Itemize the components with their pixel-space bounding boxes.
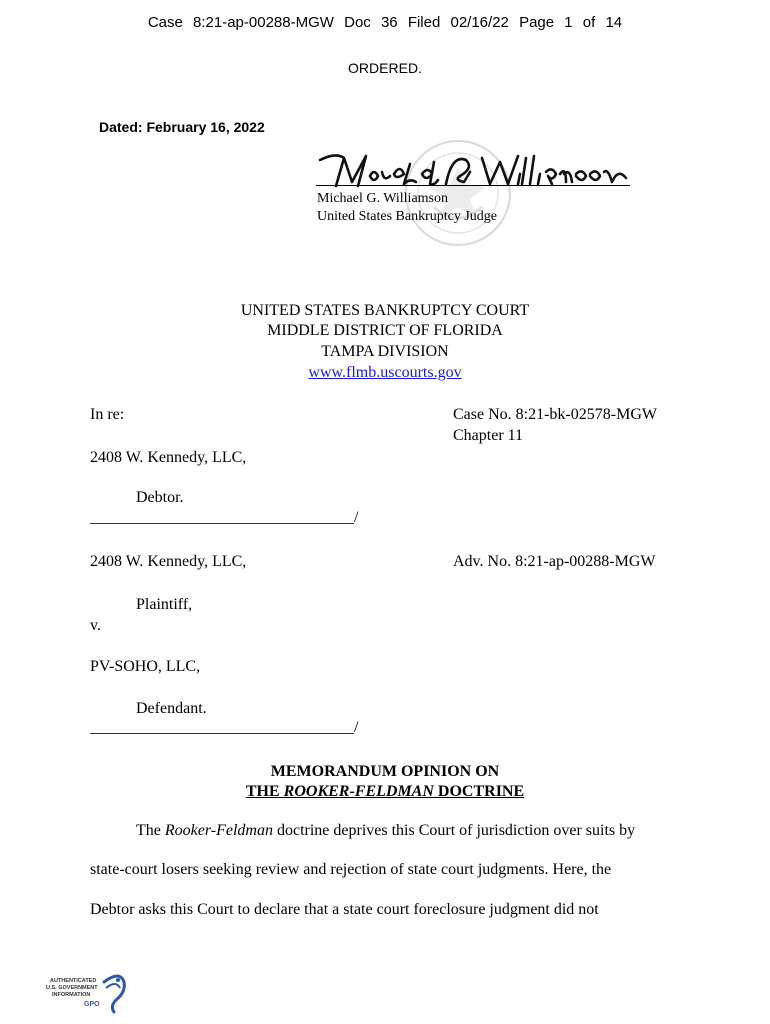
defendant-name: PV-SOHO, LLC,	[90, 658, 201, 675]
adversary-number: Adv. No. 8:21-ap-00288-MGW	[453, 553, 656, 570]
court-website-row	[0, 364, 770, 382]
signature-line	[316, 185, 630, 186]
opinion-title-line2	[0, 783, 770, 801]
page-header	[0, 14, 770, 31]
judge-name: Michael G. Williamson	[317, 191, 448, 206]
defendant-label: Defendant.	[136, 700, 207, 717]
plaintiff-label: Plaintiff,	[136, 596, 193, 613]
page-number: Page 1 of 14	[519, 14, 623, 31]
chapter: Chapter 11	[453, 427, 524, 444]
filed-date: Filed 02/16/22	[407, 14, 509, 31]
doc-number: Doc 36	[344, 14, 398, 31]
case-number: Case No. 8:21-bk-02578-MGW	[453, 406, 657, 423]
body-line-3: Debtor asks this Court to declare that a state court foreclosure judgment did not	[90, 901, 599, 918]
court-district: MIDDLE DISTRICT OF FLORIDA	[267, 322, 503, 339]
ordered-stamp: ORDERED.	[348, 60, 422, 76]
versus-label: v.	[90, 617, 101, 634]
caption-separator-2: _________________________________/	[90, 719, 359, 736]
court-website-link[interactable]: www.flmb.uscourts.gov	[308, 364, 462, 381]
gpo-authenticated-logo-icon	[44, 970, 130, 1016]
judge-title: United States Bankruptcy Judge	[317, 209, 498, 224]
title-italic: ROOKER-FELDMAN	[283, 783, 434, 800]
gpo-line3: INFORMATION	[52, 992, 91, 998]
gpo-line4: GPO	[84, 1001, 100, 1008]
gpo-line1: AUTHENTICATED	[50, 978, 97, 984]
caption-separator: _________________________________/	[90, 509, 359, 526]
court-division: TAMPA DIVISION	[321, 343, 449, 360]
debtor-label: Debtor.	[136, 489, 184, 506]
body-line-2: state-court losers seeking review and rejection of state court judgments. Here, the	[90, 861, 612, 878]
opinion-title-line1: MEMORANDUM OPINION ON	[270, 763, 500, 780]
para-line1-rest: doctrine deprives this Court of jurisdiction over suits by	[272, 822, 636, 839]
case-number-header: Case 8:21-ap-00288-MGW	[147, 14, 334, 31]
dated-line: Dated: February 16, 2022	[99, 119, 265, 135]
plaintiff-name: 2408 W. Kennedy, LLC,	[90, 553, 247, 570]
debtor-name: 2408 W. Kennedy, LLC,	[90, 449, 247, 466]
gpo-line2: U.S. GOVERNMENT	[46, 985, 98, 991]
body-line-1	[136, 822, 635, 840]
court-name: UNITED STATES BANKRUPTCY COURT	[240, 302, 530, 319]
title-pre: THE	[245, 783, 284, 800]
para-italic: Rooker-Feldman	[164, 822, 273, 839]
in-re-label: In re:	[90, 406, 125, 423]
title-post: DOCTRINE	[433, 783, 525, 800]
para-start: The	[136, 822, 165, 839]
